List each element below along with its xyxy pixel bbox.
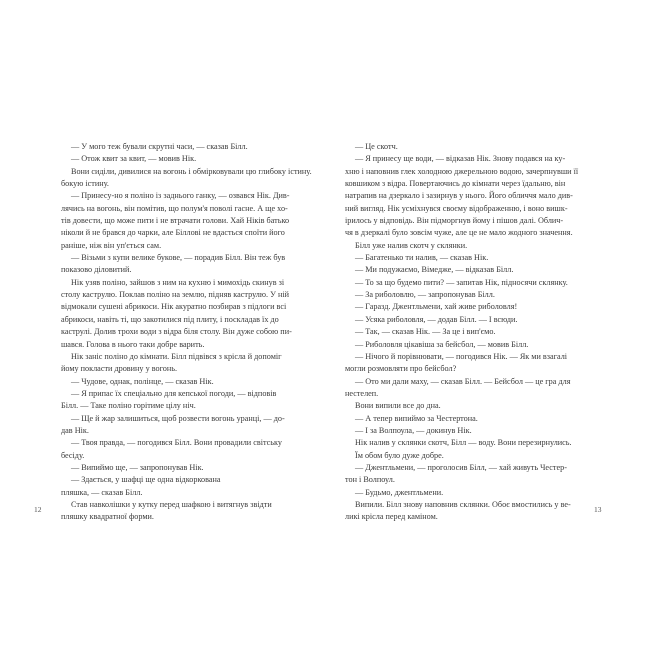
text-line: Нік узяв поліно, зайшов з ним на кухню і мимохідь скинув зі xyxy=(71,277,285,287)
text-line: ний вигляд. Нік усміхнувся своєму відображенню, і воно вишк- xyxy=(345,203,568,213)
text-line: відмокали сушені абрикоси. Нік акуратно позбирав з підлоги всі xyxy=(61,302,287,312)
text-line: — Отож квит за квит, — мовив Нік. xyxy=(71,154,197,164)
text-line: столу каструлю. Поклав поліно на землю, підняв каструлю. У ній xyxy=(61,290,289,300)
text-line: чя в дзеркалі було зовсім чуже, але це не мало жодного значення. xyxy=(345,228,573,238)
text-line: тів довести, що може пити і не втрачати голови. Хай Ніків батько xyxy=(61,216,290,226)
left-page xyxy=(61,141,312,524)
text-line: абрикоси, навіть ті, що закотилися під плиту, і поскладав їх до xyxy=(61,314,279,324)
text-line: хню і наповнив глек холодною джерельною водою, зачерпнувши її xyxy=(345,166,579,176)
text-line: Нік налив у склянки скотч, Білл — воду. Вони перезирнулись. xyxy=(355,438,572,448)
text-line: Їм обом було дуже добре. xyxy=(355,450,444,460)
text-line: — Ще й жар залишиться, щоб розвести вогонь уранці, — до- xyxy=(71,413,285,423)
text-line: — Ми подужаємо, Вімедже, — відказав Білл. xyxy=(355,265,514,275)
text-line: ірилось у відповідь. Він підморгнув йому і пішов далі. Облич- xyxy=(345,216,564,226)
text-line: — За риболовлю, — запропонував Білл. xyxy=(355,290,495,300)
text-line: — Чудове, однак, полінце, — сказав Нік. xyxy=(71,376,214,386)
text-line: ніколи й не брався до чарки, але Біллові не вдасться споїти його xyxy=(61,228,285,238)
text-line: — Будьмо, джентльмени. xyxy=(355,487,444,497)
text-line: — Принесу-но я поліно із заднього ганку, — озвався Нік. Див- xyxy=(71,191,290,201)
text-line: — Гаразд. Джентльмени, хай живе риболовля! xyxy=(355,302,518,312)
text-line: шався. Голова в нього таки добре варить. xyxy=(61,339,205,349)
text-line: — Риболовля цікавіша за бейсбол, — мовив Білл. xyxy=(355,339,529,349)
right-page xyxy=(345,141,585,524)
text-line: — Джентльмени, — проголосив Білл, — хай живуть Честер- xyxy=(355,462,567,472)
text-line: Нік заніс поліно до кімнати. Білл підвівся з крісла й допоміг xyxy=(71,351,282,361)
text-line: бокую істину. xyxy=(61,179,109,189)
text-line: пляшка, — сказав Білл. xyxy=(61,487,143,497)
text-line: — У мого теж бували скрутні часи, — сказав Білл. xyxy=(71,142,248,151)
text-line: — Усяка риболовля, — додав Білл. — І всюди. xyxy=(355,314,518,324)
text-line: дав Нік. xyxy=(61,425,89,435)
text-line: — Твоя правда, — погодився Білл. Вони провадили світську xyxy=(71,438,282,448)
text-line: нестелеп. xyxy=(345,388,379,398)
text-line: — Я принесу ще води, — відказав Нік. Знову подався на ку- xyxy=(355,154,566,164)
text-line: могли розмовляти про бейсбол? xyxy=(345,364,457,374)
text-line: Став навколішки у кутку перед шафкою і витягнув звідти xyxy=(71,499,272,509)
text-line: Випили. Білл знову наповнив склянки. Обоє вмостились у ве- xyxy=(355,499,571,509)
text-line: — Нічого й порівнювати, — погодився Нік. — Як ми взагалі xyxy=(355,351,568,361)
text-line: каструлі. Долив трохи води з відра біля столу. Він дуже собою пи- xyxy=(61,327,292,337)
text-line: показово діловитий. xyxy=(61,265,132,275)
right-page-number: 13 xyxy=(594,505,602,514)
text-line: Вони сиділи, дивилися на вогонь і обмірковували цю глибоку істину. xyxy=(71,166,312,176)
text-line: пляшку квадратної форми. xyxy=(61,512,154,522)
text-line: — Здається, у шафці ще одна відкоркована xyxy=(71,475,221,485)
text-line: йому покласти дровину у вогонь. xyxy=(61,364,178,374)
text-line: ликі крісла перед каміном. xyxy=(345,512,438,522)
text-line: — То за що будемо пити? — запитав Нік, підносячи склянку. xyxy=(355,277,568,287)
text-line: — Візьми з купи велике букове, — порадив Білл. Він теж був xyxy=(71,253,286,263)
text-line: — Це скотч. xyxy=(355,142,398,151)
text-line: Білл уже налив скотч у склянки. xyxy=(355,240,468,250)
text-line: лячись на вогонь, він помітив, що полум'я поволі гасне. А ще хо- xyxy=(61,203,288,213)
text-line: тон і Волпоул. xyxy=(345,475,395,485)
text-line: Білл. — Таке поліно горітиме цілу ніч. xyxy=(61,401,196,411)
text-line: бесіду. xyxy=(61,450,85,460)
text-line: Вони випили все до дна. xyxy=(355,401,441,411)
text-line: натрапив на дзеркало і зазирнув у нього. Його обличчя мало див- xyxy=(345,191,573,201)
text-line: раніше, ніж він уп'ється сам. xyxy=(61,240,162,250)
text-line: ковшиком з відра. Повертаючись до кімнати через їдальню, він xyxy=(345,179,566,189)
text-line: — Я припас їх спеціально для кепської погоди, — відповів xyxy=(71,388,277,398)
text-line: — Так, — сказав Нік. — За це і вип'ємо. xyxy=(355,327,496,337)
text-line: — Ото ми дали маху, — сказав Білл. — Бейсбол — це гра для xyxy=(355,376,571,386)
text-line: — Випиймо ще, — запропонував Нік. xyxy=(71,462,204,472)
text-line: — І за Волпоула, — докинув Нік. xyxy=(355,425,472,435)
text-line: — Багатенько ти налив, — сказав Нік. xyxy=(355,253,489,263)
left-page-number: 12 xyxy=(34,505,42,514)
text-line: — А тепер випиймо за Честертона. xyxy=(355,413,478,423)
